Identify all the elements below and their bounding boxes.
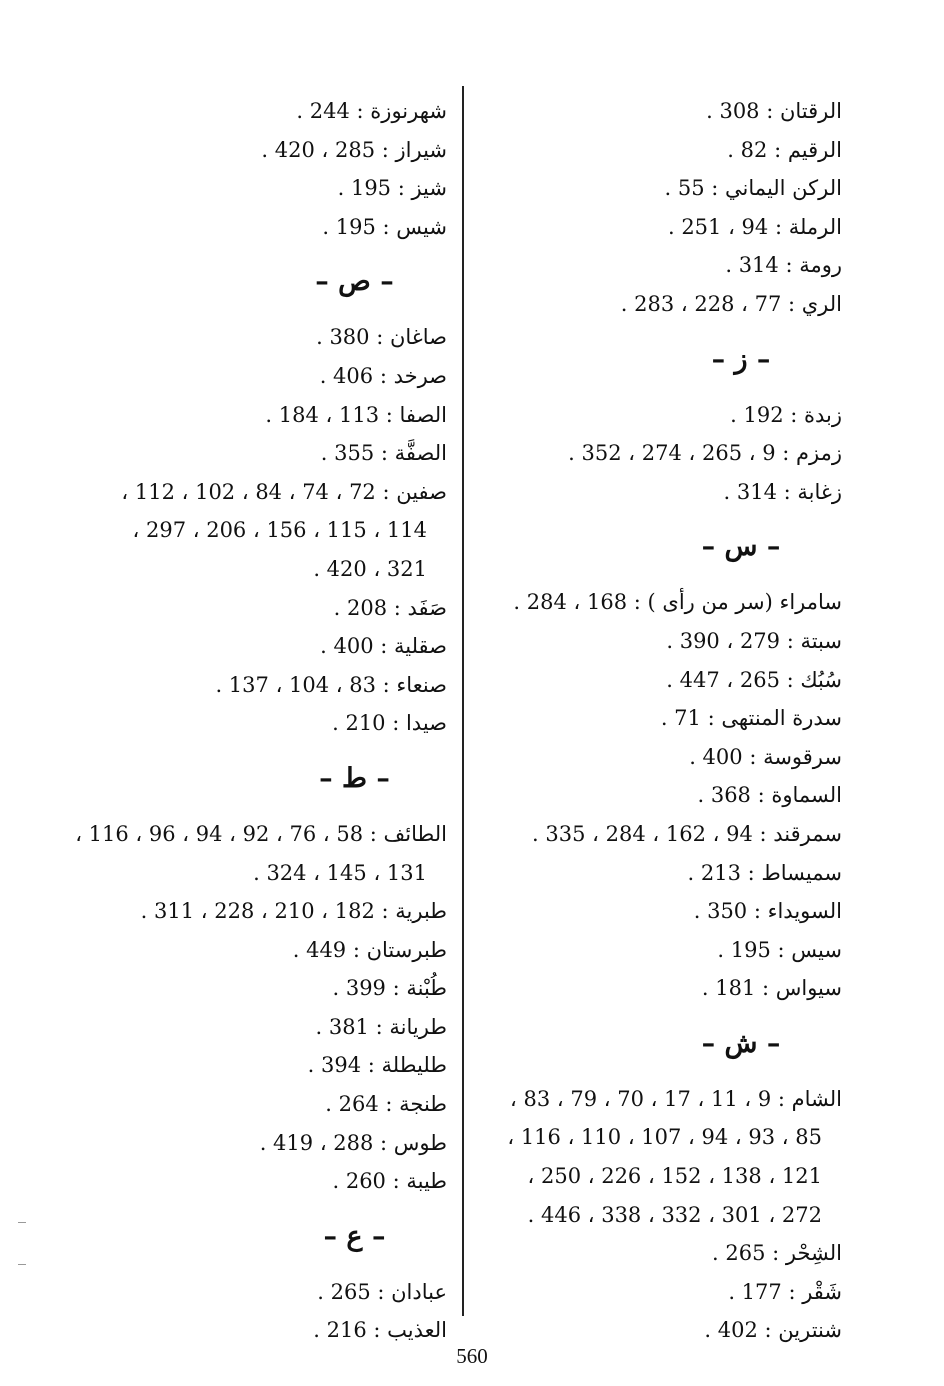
index-entry: طريانة : 381 . [315,1014,447,1039]
index-entry: سيس : 195 . [717,937,842,962]
index-column-right [470,92,842,1350]
section-heading: – ش – [701,1027,781,1059]
index-entry: السماوة : 368 . [697,783,842,808]
column-divider [462,86,464,1316]
index-entry: الصفَّة : 355 . [320,441,447,466]
index-entry: الرملة : 94 ، 251 . [667,214,842,239]
index-entry: الشام : 9 ، 11 ، 17 ، 70 ، 79 ، 83 ، [510,1086,842,1111]
index-entry: طليطلة : 394 . [307,1053,447,1078]
index-entry: شيس : 195 . [322,214,447,239]
index-entry: شيراز : 285 ، 420 . [261,137,447,162]
margin-mark [18,1264,26,1265]
index-entry: سرقوسة : 400 . [689,744,842,769]
index-entry: زمزم : 9 ، 265 ، 274 ، 352 . [568,441,842,466]
index-entry: الصفا : 113 ، 184 . [265,402,447,427]
index-entry: صفين : 72 ، 74 ، 84 ، 102 ، 112 ، [121,479,447,504]
index-entry: سميساط : 213 . [687,860,842,885]
section-heading: – ط – [319,762,390,794]
index-entry: الري : 77 ، 228 ، 283 . [620,291,842,316]
index-entry: طيبة : 260 . [332,1169,447,1194]
section-heading: – س – [701,531,781,563]
index-entry: طبرستان : 449 . [292,937,447,962]
index-column-left [75,92,447,1350]
index-entry: صرخد : 406 . [319,363,447,388]
index-entry: الطائف : 58 ، 76 ، 92 ، 94 ، 96 ، 116 ، [75,821,447,846]
index-entry: سبتة : 279 ، 390 . [666,628,842,653]
index-entry: شَقْر : 177 . [728,1279,842,1304]
index-entry: صاغان : 380 . [316,325,447,350]
section-heading: – ز – [711,343,771,375]
index-entry-continuation: 114 ، 115 ، 156 ، 206 ، 297 ، [132,518,427,543]
index-entry-continuation: 121 ، 138 ، 152 ، 226 ، 250 ، [527,1164,822,1189]
index-entry: طنجة : 264 . [325,1092,447,1117]
page-number: 560 [456,1344,488,1368]
index-entry: عبادان : 265 . [317,1279,447,1304]
index-entry: زغابة : 314 . [723,479,842,504]
index-entry: طوس : 288 ، 419 . [259,1130,447,1155]
index-entry: سمرقند : 94 ، 162 ، 284 ، 335 . [532,821,842,846]
section-heading: – ع – [323,1220,386,1252]
index-entry: سدرة المنتهى : 71 . [660,706,842,731]
index-entry: صيدا : 210 . [332,711,447,736]
index-entry: صقلية : 400 . [320,634,447,659]
section-heading: – ص – [315,266,394,298]
index-entry: سُبُك : 265 ، 447 . [666,667,842,692]
index-entry-continuation: 131 ، 145 ، 324 . [253,860,427,885]
index-entry: صَفَد : 208 . [333,595,447,620]
index-entry: سامراء (سر من رأى ) : 168 ، 284 . [513,590,842,615]
index-entry-continuation: 321 ، 420 . [313,556,427,581]
index-entry: سيواس : 181 . [701,976,842,1001]
index-entry: زبدة : 192 . [730,402,842,427]
margin-mark [18,1222,26,1223]
index-entry-continuation: 272 ، 301 ، 332 ، 338 ، 446 . [527,1202,822,1227]
index-entry-continuation: 85 ، 93 ، 94 ، 107 ، 110 ، 116 ، [507,1125,822,1150]
index-entry: الرقتان : 308 . [706,99,842,123]
index-entry: طُبْنة : 399 . [332,976,447,1001]
index-entry: رومة : 314 . [725,253,842,278]
index-entry: طبرية : 182 ، 210 ، 228 ، 311 . [140,899,447,924]
index-entry: شيز : 195 . [337,176,447,201]
index-entry: صنعاء : 83 ، 104 ، 137 . [215,672,447,697]
index-entry: الركن اليماني : 55 . [664,176,842,201]
index-entry: شنترين : 402 . [704,1318,842,1343]
index-entry: الرقيم : 82 . [727,137,842,162]
index-entry: السويداء : 350 . [693,899,842,924]
index-entry: العذيب : 216 . [313,1318,447,1343]
index-entry: الشِحْر : 265 . [712,1241,842,1266]
index-entry: شهرنوزة : 244 . [296,99,447,123]
